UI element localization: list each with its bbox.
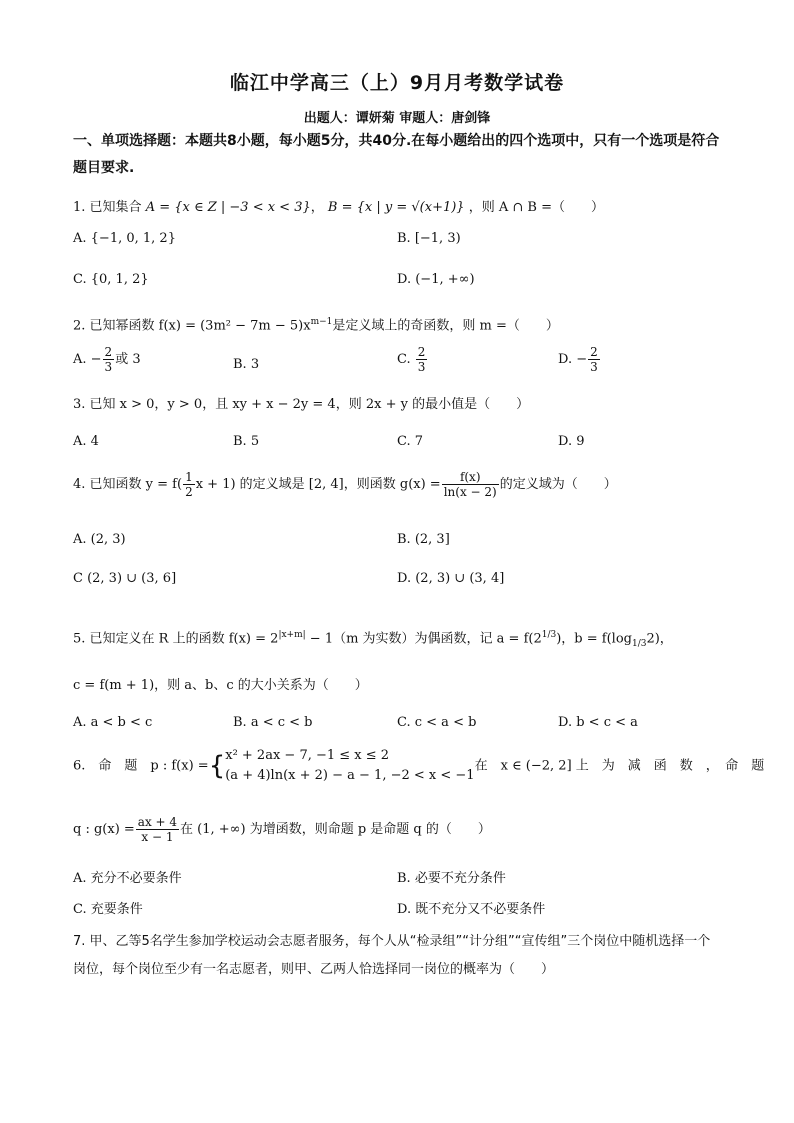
q1-option-b: B. [−1, 3) bbox=[397, 231, 461, 246]
q5-option-c: C. c < a < b bbox=[397, 715, 477, 730]
q2-d-fraction bbox=[588, 345, 600, 374]
q2-a-label: A. − bbox=[73, 352, 102, 367]
q4-mid: x + 1) 的定义域是 [2, 4]，则函数 g(x) = bbox=[195, 477, 441, 492]
q4-f-num: 1 bbox=[185, 470, 193, 484]
q4-option-d: D. (2, 3) ∪ (3, 4] bbox=[397, 571, 505, 586]
q2-option-c bbox=[397, 345, 428, 374]
q5-lead: 5. 已知定义在 R 上的函数 f(x) = 2 bbox=[73, 631, 279, 647]
q4-g-den: ln(x − 2) bbox=[443, 485, 497, 499]
exam-authors: 出题人：谭妍菊 审题人：唐剑锋 bbox=[303, 111, 491, 126]
question-6-line2 bbox=[73, 815, 723, 844]
q2-d-label: D. − bbox=[558, 352, 588, 367]
q4-option-c: C (2, 3) ∪ (3, 6] bbox=[73, 571, 177, 586]
q6-case-2: (a + 4)ln(x + 2) − a − 1, −2 < x < −1 bbox=[225, 768, 475, 783]
q1-lead: 1. 已知集合 bbox=[73, 200, 142, 215]
q6-tail: 在 x ∈ (−2, 2] 上 为 减 函 数 ， 命 题 bbox=[474, 758, 765, 774]
q3-option-d: D. 9 bbox=[558, 434, 585, 449]
q5-option-d: D. b < c < a bbox=[558, 715, 638, 730]
q6-case-1: x² + 2ax − 7, −1 ≤ x ≤ 2 bbox=[225, 748, 390, 763]
section-heading: 一、单项选择题：本题共8小题，每小题5分，共40分.在每小题给出的四个选项中，只有一个选项是符合题目要求. bbox=[73, 133, 720, 176]
q5-exponent-2: 1/3 bbox=[541, 630, 557, 640]
q2-a-num: 2 bbox=[104, 345, 113, 359]
q6-tail2: 在 (1, +∞) 为增函数，则命题 p 是命题 q 的（ ） bbox=[180, 822, 491, 837]
q2-c-den: 3 bbox=[417, 360, 426, 374]
question-2 bbox=[73, 312, 723, 336]
q6-option-b: B. 必要不充分条件 bbox=[397, 871, 506, 886]
question-5 bbox=[73, 625, 723, 654]
q2-a-tail: 或 3 bbox=[115, 352, 141, 367]
q6-g-fraction bbox=[136, 815, 179, 844]
question-4 bbox=[73, 470, 723, 499]
q2-c-fraction bbox=[416, 345, 428, 374]
q1-option-a: A. {−1, 0, 1, 2} bbox=[73, 231, 176, 246]
q2-exponent: m−1 bbox=[310, 317, 333, 327]
q4-f-den: 2 bbox=[185, 485, 193, 499]
q4-g-num: f(x) bbox=[442, 470, 499, 485]
q1-sep: ， bbox=[310, 200, 324, 215]
q2-option-a bbox=[73, 345, 141, 374]
q2-c-label: C. bbox=[397, 352, 415, 367]
q2-a-fraction bbox=[103, 345, 115, 374]
q2-a-den: 3 bbox=[104, 360, 113, 374]
q3-option-a: A. 4 bbox=[73, 434, 99, 449]
q5-option-a: A. a < b < c bbox=[73, 715, 153, 730]
q6-option-c: C. 充要条件 bbox=[73, 902, 143, 917]
question-7: 7. 甲、乙等5名学生参加学校运动会志愿者服务，每个人从“检录组”“计分组”“宣传组”三个岗位中随机选择一个岗位，每个岗位至少有一名志愿者，则甲、乙两人恰选择同一岗位的概率为（ ） bbox=[73, 934, 711, 977]
question-3: 3. 已知 x > 0，y > 0，且 xy + x − 2y = 4，则 2x + y 的最小值是（ ） bbox=[73, 397, 530, 412]
q1-option-d: D. (−1, +∞) bbox=[397, 272, 475, 287]
q2-c-num: 2 bbox=[417, 345, 426, 359]
q2-d-num: 2 bbox=[590, 345, 598, 359]
q3-option-b: B. 5 bbox=[233, 434, 260, 449]
q5-mid: − 1（m 为实数）为偶函数，记 a = f(2 bbox=[305, 631, 542, 647]
q6-option-d: D. 既不充分又不必要条件 bbox=[397, 902, 546, 917]
question-1 bbox=[73, 198, 723, 218]
q2-d-den: 3 bbox=[590, 360, 598, 374]
q4-option-b: B. (2, 3] bbox=[397, 532, 450, 547]
question-5-line2: c = f(m + 1)，则 a、b、c 的大小关系为（ ） bbox=[73, 678, 368, 693]
exam-title: 临江中学高三（上）9月月考数学试卷 bbox=[229, 72, 565, 94]
q2-tail: 是定义域上的奇函数，则 m =（ ） bbox=[332, 318, 559, 334]
q2-lead: 2. 已知幂函数 f(x) = (3m² − 7m − 5)x bbox=[73, 318, 311, 334]
q4-option-a: A. (2, 3) bbox=[73, 532, 126, 547]
q6-g-num: ax + 4 bbox=[137, 815, 178, 829]
q4-lead: 4. 已知函数 y = f( bbox=[73, 477, 183, 492]
q5-tail: 2)， bbox=[646, 631, 673, 647]
q1-set-b: B = {x | y = √(x+1)} bbox=[327, 200, 465, 215]
q5-exponent: |x+m| bbox=[278, 630, 306, 640]
q1-option-c: C. {0, 1, 2} bbox=[73, 272, 149, 287]
q2-option-d bbox=[558, 345, 601, 374]
question-6 bbox=[73, 746, 765, 786]
q4-g-fraction bbox=[442, 470, 499, 499]
q3-option-c: C. 7 bbox=[397, 434, 424, 449]
q6-piecewise bbox=[225, 746, 474, 786]
q1-set-a: A = {x ∈ Z | −3 < x < 3} bbox=[145, 200, 311, 215]
q5-log-base: 1/3 bbox=[631, 638, 647, 649]
q1-tail: ，则 A ∩ B =（ ） bbox=[468, 200, 604, 215]
brace-icon: { bbox=[208, 751, 226, 781]
q2-option-b: B. 3 bbox=[233, 357, 260, 372]
q5-mid2: )，b = f(log bbox=[556, 631, 632, 647]
q6-lead: 6. 命 题 p : f(x) = bbox=[73, 758, 209, 774]
q4-tail: 的定义域为（ ） bbox=[499, 477, 617, 492]
q6-g-den: x − 1 bbox=[141, 830, 174, 844]
q6-option-a: A. 充分不必要条件 bbox=[73, 871, 182, 886]
q5-option-b: B. a < c < b bbox=[233, 715, 313, 730]
q6-lead2: q : g(x) = bbox=[73, 822, 135, 837]
q4-f-fraction bbox=[183, 470, 195, 499]
